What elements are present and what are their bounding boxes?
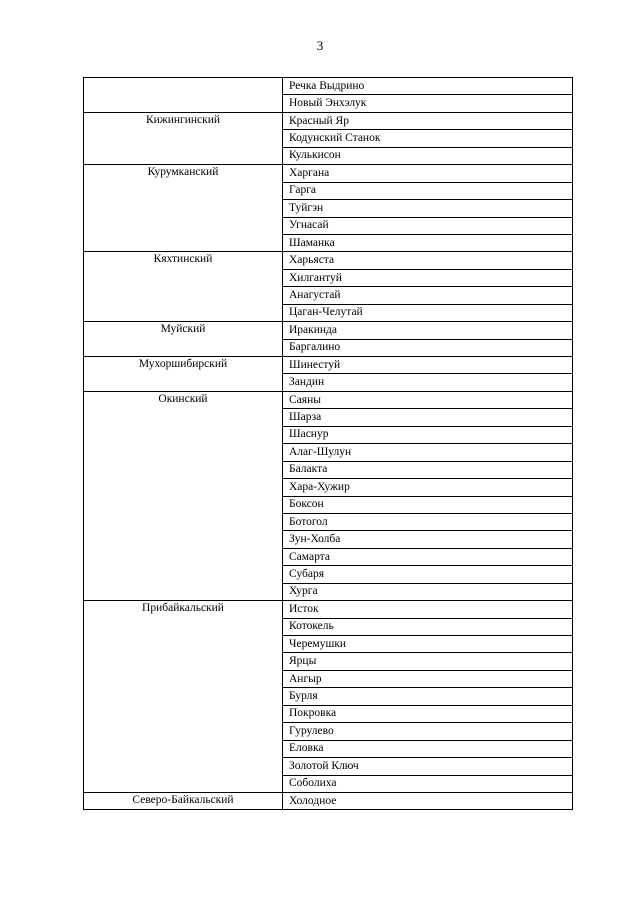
settlement-name-cell: Анагустай (283, 287, 573, 304)
settlement-name-cell: Субаря (283, 566, 573, 583)
settlement-name-cell: Новый Энхэлук (283, 95, 573, 112)
table-row (84, 252, 573, 269)
settlement-name-cell: Соболиха (283, 775, 573, 792)
settlement-name-cell: Саяны (283, 391, 573, 408)
settlement-name-cell: Самарта (283, 548, 573, 565)
settlement-name-cell: Цаган-Челутай (283, 304, 573, 321)
district-name-cell: Мухоршибирский (84, 357, 283, 392)
district-name-cell: Кяхтинский (84, 252, 283, 322)
settlement-name-cell: Шарза (283, 409, 573, 426)
settlement-name-cell: Ботогол (283, 513, 573, 530)
district-name-cell: Кижингинский (84, 112, 283, 164)
settlement-name-cell: Зун-Холба (283, 531, 573, 548)
table-row (84, 322, 573, 339)
district-name-cell: Муйский (84, 322, 283, 357)
settlement-name-cell: Хурга (283, 583, 573, 600)
district-name-cell (84, 78, 283, 113)
settlement-name-cell: Покровка (283, 705, 573, 722)
settlement-name-cell: Речка Выдрино (283, 78, 573, 95)
settlement-name-cell: Баргалино (283, 339, 573, 356)
table-row (84, 165, 573, 182)
settlement-name-cell: Зандин (283, 374, 573, 391)
table-row (84, 78, 573, 95)
district-name-cell: Прибайкальский (84, 601, 283, 793)
settlement-name-cell: Черемушки (283, 636, 573, 653)
settlement-name-cell: Котокель (283, 618, 573, 635)
settlement-name-cell: Кулькисон (283, 147, 573, 164)
settlement-name-cell: Боксон (283, 496, 573, 513)
settlement-name-cell: Еловка (283, 740, 573, 757)
settlement-name-cell: Ангыр (283, 670, 573, 687)
settlement-name-cell: Хилгантуй (283, 269, 573, 286)
settlement-name-cell: Бурля (283, 688, 573, 705)
settlement-name-cell: Алаг-Шулун (283, 444, 573, 461)
settlement-name-cell: Балакта (283, 461, 573, 478)
settlement-name-cell: Туйгэн (283, 200, 573, 217)
settlement-name-cell: Угнасай (283, 217, 573, 234)
settlement-name-cell: Гурулево (283, 723, 573, 740)
page-number: 3 (316, 38, 324, 53)
district-name-cell: Курумканский (84, 165, 283, 252)
settlement-name-cell: Ярцы (283, 653, 573, 670)
table-row (84, 792, 573, 809)
settlement-name-cell: Холодное (283, 792, 573, 809)
district-name-cell: Северо-Байкальский (84, 792, 283, 809)
settlement-name-cell: Шинестуй (283, 357, 573, 374)
table-row (84, 357, 573, 374)
settlements-table (83, 77, 573, 810)
table-row (84, 112, 573, 129)
settlement-name-cell: Красный Яр (283, 112, 573, 129)
settlement-name-cell: Харьяста (283, 252, 573, 269)
settlements-table-body (84, 78, 573, 810)
settlement-name-cell: Харгана (283, 165, 573, 182)
settlement-name-cell: Золотой Ключ (283, 758, 573, 775)
settlement-name-cell: Шаснур (283, 426, 573, 443)
table-row (84, 391, 573, 408)
table-row (84, 601, 573, 618)
settlement-name-cell: Шаманка (283, 234, 573, 251)
district-name-cell: Окинский (84, 391, 283, 600)
settlement-name-cell: Исток (283, 601, 573, 618)
settlement-name-cell: Кодунский Станок (283, 130, 573, 147)
settlement-name-cell: Хара-Хужир (283, 479, 573, 496)
settlement-name-cell: Иракинда (283, 322, 573, 339)
settlement-name-cell: Гарга (283, 182, 573, 199)
